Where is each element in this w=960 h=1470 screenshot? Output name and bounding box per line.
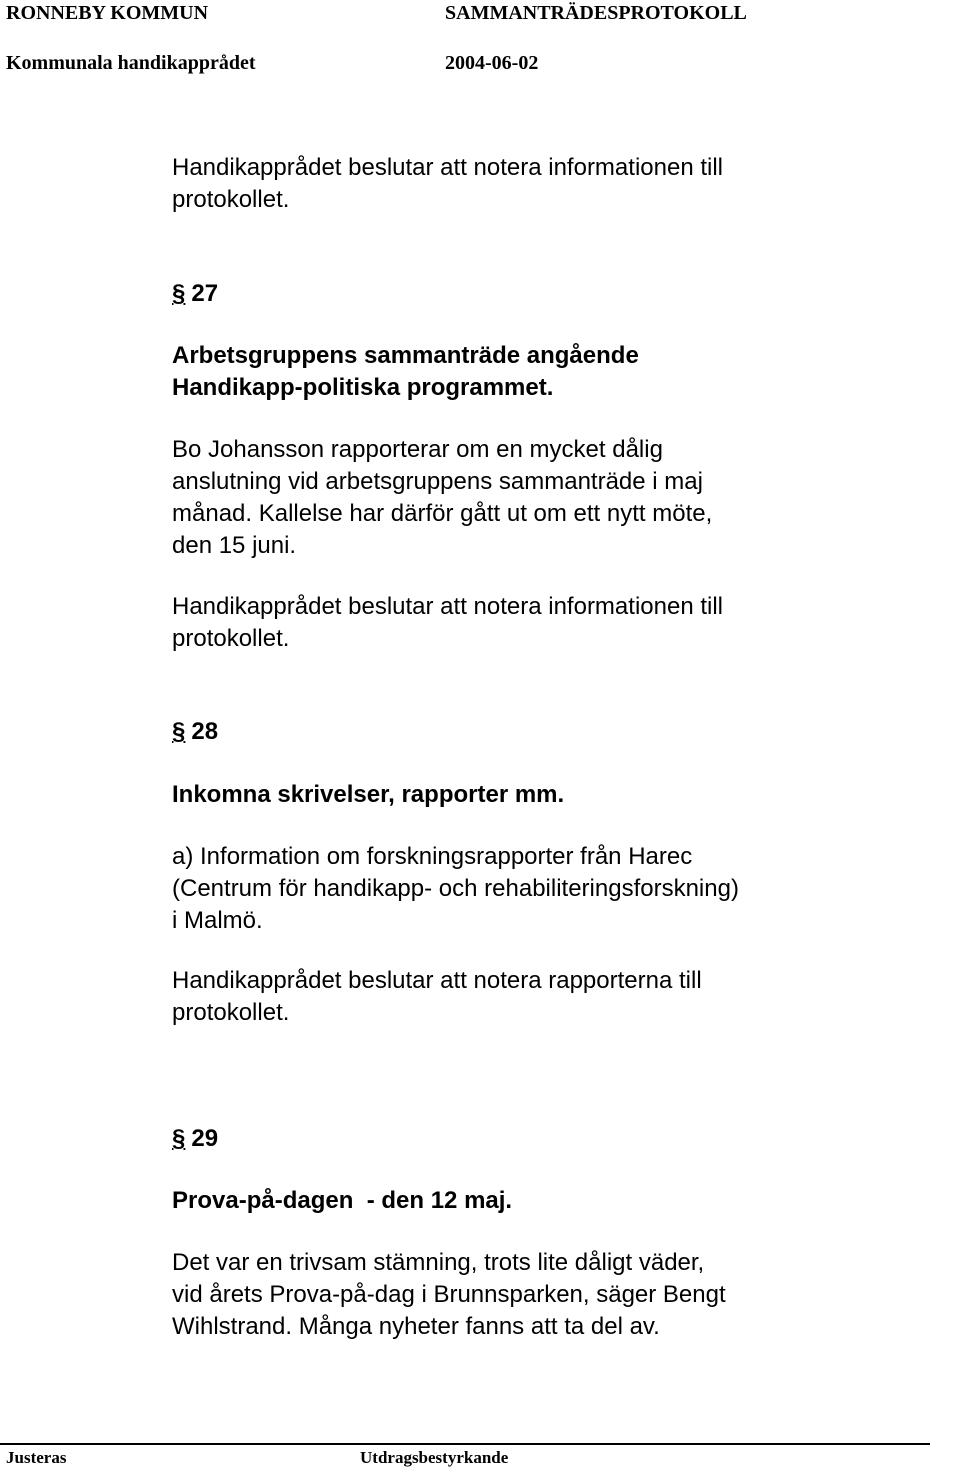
body-line: den 15 juni.	[172, 532, 297, 559]
committee-name: Kommunala handikapprådet	[6, 52, 256, 74]
body-line: vid årets Prova-på-dag i Brunnsparken, säger Bengt	[172, 1281, 726, 1308]
section-29-number	[172, 1123, 218, 1155]
section-28-decision	[172, 965, 702, 1029]
section-number: 29	[191, 1125, 219, 1152]
section-27-title	[172, 340, 639, 404]
title-line: Handikapp-politiska programmet.	[172, 374, 554, 401]
decision-line: protokollet.	[172, 186, 290, 213]
intro-decision	[172, 152, 723, 216]
decision-line: protokollet.	[172, 999, 290, 1026]
footer-justeras: Justeras	[6, 1448, 67, 1467]
body-line: i Malmö.	[172, 907, 263, 934]
footer-utdragsbestyrkande: Utdragsbestyrkande	[360, 1448, 509, 1467]
section-number: 27	[191, 280, 219, 307]
municipality-name: RONNEBY KOMMUN	[6, 2, 209, 24]
decision-line: Handikapprådet beslutar att notera informationen till	[172, 154, 723, 181]
section-sign: §	[172, 1125, 186, 1152]
section-sign: §	[172, 718, 186, 745]
decision-line: protokollet.	[172, 625, 290, 652]
body-line: Wihlstrand. Många nyheter fanns att ta del av.	[172, 1313, 660, 1340]
section-28-title: Inkomna skrivelser, rapporter mm.	[172, 781, 565, 808]
body-line: månad. Kallelse har därför gått ut om ett nytt möte,	[172, 500, 713, 527]
meeting-date: 2004-06-02	[445, 52, 539, 74]
body-line: (Centrum för handikapp- och rehabiliteringsforskning)	[172, 875, 739, 902]
footer-divider	[0, 1443, 930, 1445]
section-28-body	[172, 841, 739, 937]
section-29-body	[172, 1247, 726, 1343]
section-27-number	[172, 278, 218, 310]
section-27-decision	[172, 591, 723, 655]
document-type: SAMMANTRÄDESPROTOKOLL	[445, 2, 747, 24]
section-27-body	[172, 434, 712, 562]
section-29-title: Prova-på-dagen - den 12 maj.	[172, 1187, 513, 1214]
section-number: 28	[191, 718, 219, 745]
section-sign: §	[172, 280, 186, 307]
decision-line: Handikapprådet beslutar att notera rapporterna till	[172, 967, 702, 994]
body-line: a) Information om forskningsrapporter från Harec	[172, 843, 693, 870]
title-line: Arbetsgruppens sammanträde angående	[172, 342, 639, 369]
section-28-number	[172, 716, 218, 748]
body-line: Det var en trivsam stämning, trots lite dåligt väder,	[172, 1249, 705, 1276]
body-line: Bo Johansson rapporterar om en mycket dålig	[172, 436, 663, 463]
body-line: anslutning vid arbetsgruppens sammanträde i maj	[172, 468, 703, 495]
decision-line: Handikapprådet beslutar att notera informationen till	[172, 593, 723, 620]
